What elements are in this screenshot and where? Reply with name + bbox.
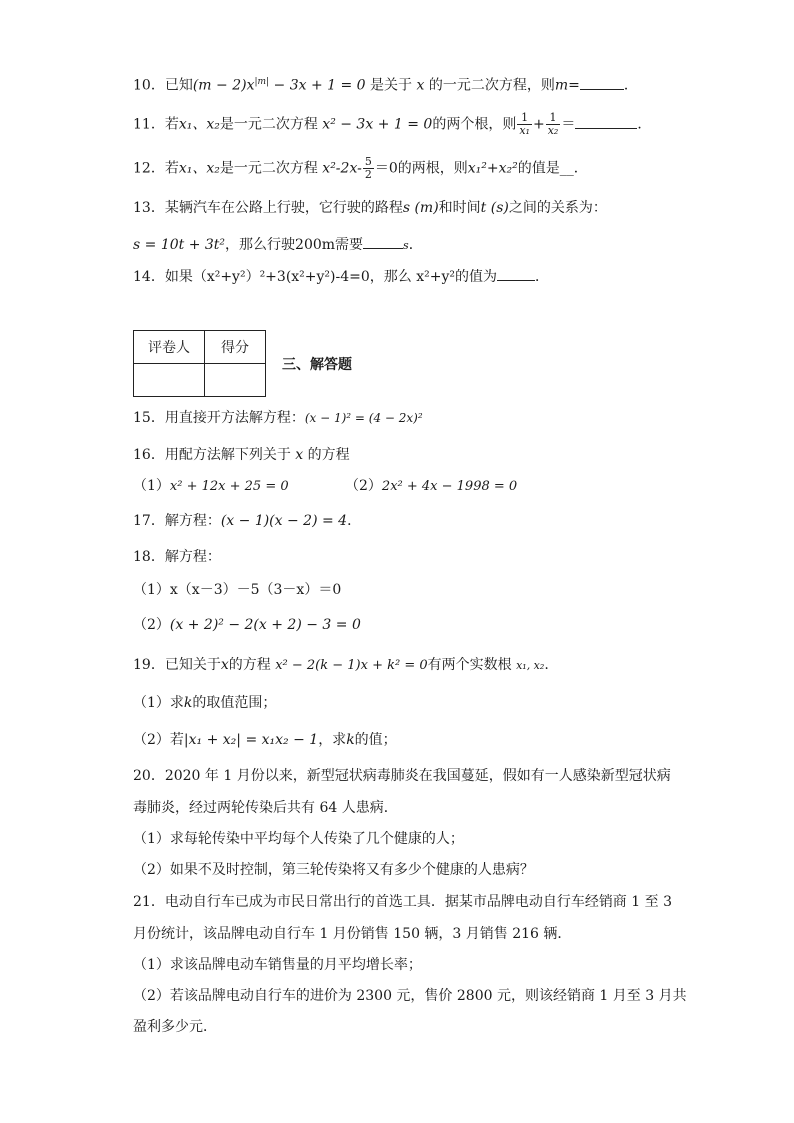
- question-11: [133, 112, 651, 137]
- question-18-part-2: [133, 615, 361, 635]
- q10-period: ．: [623, 77, 638, 94]
- q11-mid: 是一元二次方程: [219, 116, 318, 133]
- q19-p1-tail: 的取值范围；: [192, 695, 277, 711]
- question-18: [133, 547, 221, 567]
- q11-equals: ＝: [561, 116, 576, 133]
- q11-roots: x₁、x₂: [178, 116, 220, 133]
- q16-p2-label: （2）: [345, 478, 382, 494]
- q12-mid: 是一元二次方程: [219, 160, 318, 177]
- q11-prefix: 11．若: [133, 116, 179, 133]
- question-19-part-1: [133, 693, 276, 713]
- question-17: [133, 511, 361, 531]
- q13-t-unit: t (s): [480, 200, 509, 216]
- question-19-part-2: [133, 730, 397, 750]
- q14-text: 14．如果（x²+y²）²+3(x²+y²)-4=0，那么 x²+y²的值为: [133, 269, 497, 285]
- q17-equation: (x − 1)(x − 2) = 4: [220, 513, 348, 529]
- question-21-part-1: （1）求该品牌电动车销售量的月平均增长率；: [133, 957, 422, 973]
- answer-blank[interactable]: [497, 266, 535, 281]
- q19-roots: x₁, x₂: [516, 659, 545, 672]
- q19-period: .: [544, 657, 549, 673]
- question-13-line-2: [133, 234, 423, 256]
- q10-equation: (m − 2)x: [192, 77, 255, 94]
- q10-equation-rest: − 3x + 1 = 0: [269, 77, 366, 94]
- score-header-score: 得分: [205, 331, 266, 364]
- q11-fraction-1: $\frac{1}{\text{x₁}}$: [519, 111, 530, 137]
- score-header-grader: 评卷人: [134, 331, 205, 364]
- q11-plus: +: [532, 116, 545, 133]
- score-cell[interactable]: [205, 364, 266, 397]
- question-19: [133, 655, 549, 676]
- q19-mid: 的方程: [228, 657, 271, 673]
- q13-s-unit: s (m): [402, 200, 439, 216]
- question-21-line-2: 月份统计，该品牌电动自行车 1 月份销售 150 辆，3 月销售 216 辆．: [133, 926, 572, 942]
- q16-p1-label: （1）: [133, 478, 170, 494]
- q19-tail: 有两个实数根: [427, 657, 512, 673]
- q13-unit: s: [403, 239, 409, 252]
- q15-equation: (x − 1)² = (4 − 2x)²: [304, 411, 423, 425]
- question-10: [133, 72, 638, 96]
- q12-prefix: 12．若: [133, 160, 179, 177]
- question-20-line-1: 20．2020 年 1 月份以来，新型冠状病毒肺炎在我国蔓延，假如有一人感染新型冠状病: [133, 768, 671, 784]
- q12-roots: x₁、x₂: [178, 160, 220, 177]
- q11-tail: 的两个根，则: [432, 116, 517, 133]
- q10-var: x: [416, 77, 425, 94]
- q14-period: ．: [535, 269, 549, 285]
- q12-tail: ＝0的两根，则: [374, 160, 468, 177]
- q19-var: x: [220, 657, 229, 673]
- q13-end: 之间的关系为：: [508, 200, 607, 216]
- q10-eq: =: [568, 77, 580, 94]
- q19-p2-tail: 的值；: [354, 732, 397, 748]
- q10-mid: 是关于: [370, 77, 413, 94]
- q13-mid-2: ，那么行驶200m需要: [225, 237, 364, 253]
- question-20-part-1: （1）求每轮传染中平均每个人传染了几个健康的人；: [133, 831, 464, 847]
- question-12: [133, 156, 588, 181]
- q10-m: m: [554, 77, 569, 94]
- q19-p2-equation: |x₁ + x₂| = x₁x₂ − 1: [183, 732, 319, 748]
- question-16-part-1: [133, 476, 289, 497]
- question-20-line-2: 毒肺炎，经过两轮传染后共有 64 人患病．: [133, 800, 398, 816]
- q12-equation: x²-2x-: [322, 160, 362, 177]
- q10-tail: 的一元二次方程，则: [428, 77, 555, 94]
- q19-p1-label: （1）求: [133, 695, 184, 711]
- q19-p2-mid: ，求: [318, 732, 347, 748]
- question-15: [133, 408, 423, 428]
- answer-blank[interactable]: [363, 234, 403, 249]
- question-18-part-1: [133, 580, 341, 600]
- section-title: 三、解答题: [282, 357, 352, 373]
- q13-prefix: 13．某辆汽车在公路上行驶，它行驶的路程: [133, 200, 403, 216]
- q18-text: 18．解方程：: [133, 549, 221, 565]
- question-21-part-2-cont: 盈利多少元．: [133, 1019, 217, 1035]
- q16-p2-equation: 2x² + 4x − 1998 = 0: [381, 479, 518, 494]
- q12-expression: x₁²+x₂²: [467, 160, 518, 177]
- q18-p1: （1）x（x－3）－5（3－x）＝0: [133, 582, 342, 598]
- question-14: [133, 266, 549, 287]
- q18-p2-label: （2）: [133, 617, 170, 633]
- q16-text: 16．用配方法解下列关于: [133, 447, 291, 463]
- q13-period: ．: [408, 237, 423, 253]
- question-20-part-2: （2）如果不及时控制，第三轮传染将又有多少个健康的人患病？: [133, 862, 534, 878]
- q19-prefix: 19．已知关于: [133, 657, 221, 673]
- q15-text: 15．用直接开方法解方程：: [133, 410, 305, 426]
- question-13-line-1: [133, 198, 607, 218]
- q10-exponent: |m|: [254, 77, 270, 87]
- q19-p2-var: k: [346, 732, 355, 748]
- q16-var: x: [295, 447, 304, 463]
- question-21-line-1: 21．电动自行车已成为市民日常出行的首选工具．据某市品牌电动自行车经销商 1 至 3: [133, 894, 672, 910]
- q19-p1-var: k: [183, 695, 193, 711]
- q16-tail: 的方程: [307, 447, 350, 463]
- question-21-part-2: （2）若该品牌电动自行车的进价为 2300 元，售价 2800 元，则该经销商 1 月至 3 月共: [133, 988, 687, 1004]
- q17-text: 17．解方程：: [133, 513, 221, 529]
- q12-fraction: $\frac{5}{2}$: [364, 155, 372, 181]
- question-16-part-2: [345, 476, 517, 497]
- q11-fraction-2: $\frac{1}{\text{x₂}}$: [547, 111, 559, 137]
- q13-mid: 和时间: [438, 200, 481, 216]
- q12-end: 的值是__．: [517, 160, 588, 177]
- answer-blank[interactable]: [575, 114, 637, 129]
- grader-cell[interactable]: [134, 364, 205, 397]
- q18-p2-equation: (x + 2)² − 2(x + 2) − 3 = 0: [169, 617, 361, 633]
- q16-p1-equation: x² + 12x + 25 = 0: [169, 479, 289, 494]
- q13-formula: s = 10t + 3t²: [133, 237, 226, 253]
- answer-blank[interactable]: [580, 75, 624, 90]
- q10-prefix: 10．已知: [133, 77, 193, 94]
- q19-p2-label: （2）若: [133, 732, 184, 748]
- q11-period: ．: [637, 116, 652, 133]
- question-16: [133, 445, 350, 465]
- q17-period: ．: [347, 513, 362, 529]
- q11-equation: x² − 3x + 1 = 0: [322, 116, 433, 133]
- q19-equation: x² − 2(k − 1)x + k² = 0: [275, 658, 428, 673]
- score-table: [133, 330, 266, 397]
